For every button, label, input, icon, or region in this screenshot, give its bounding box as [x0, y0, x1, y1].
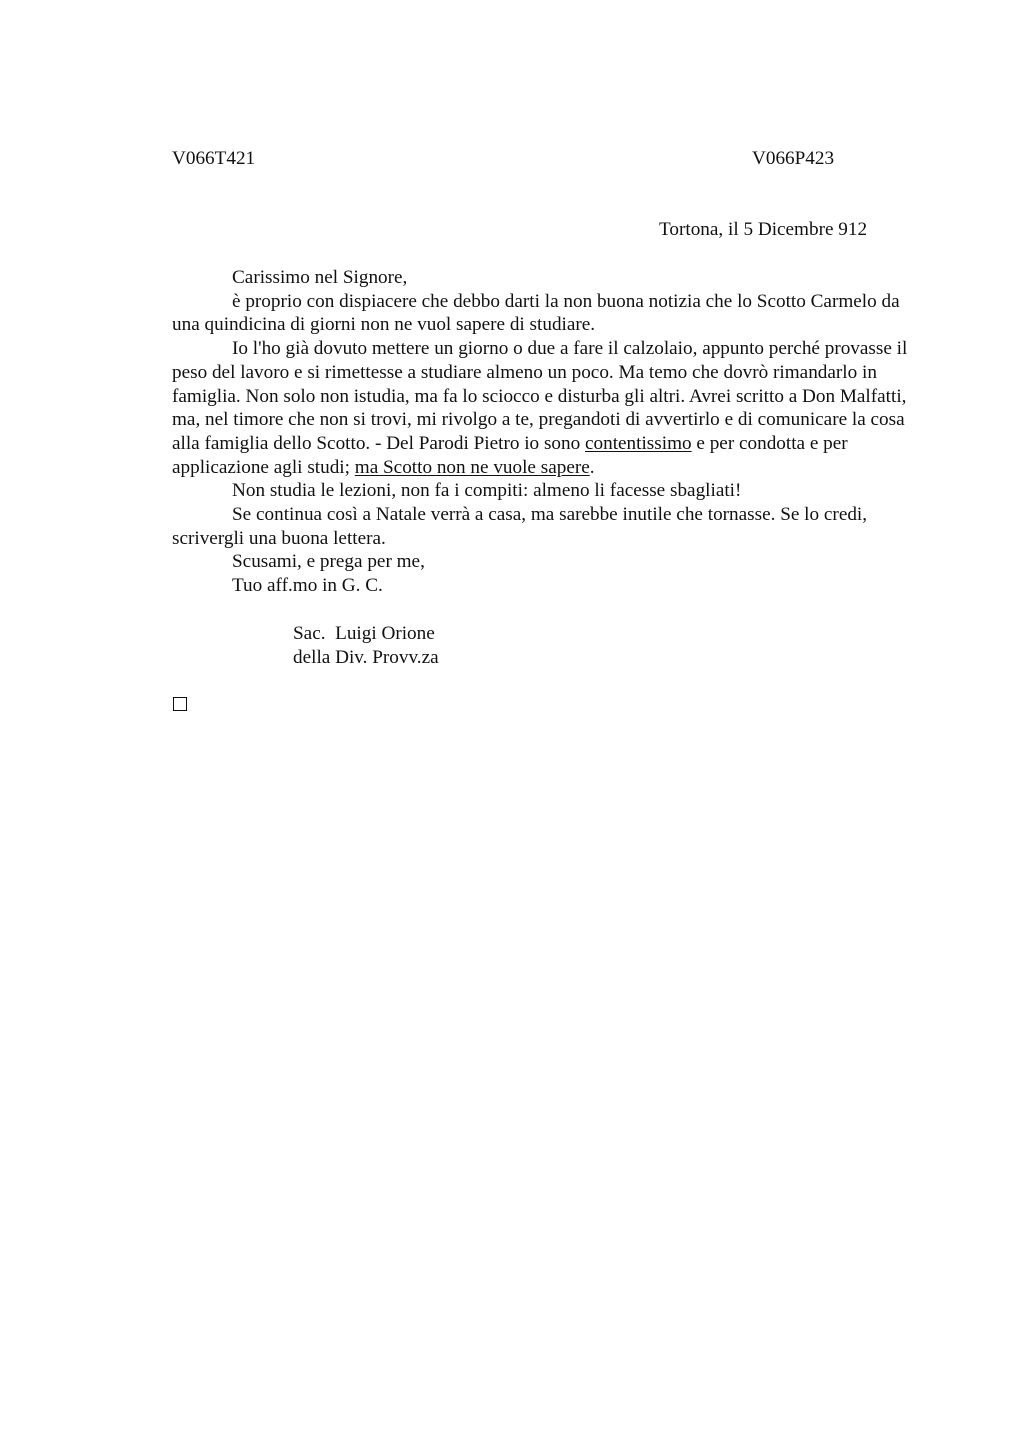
letter-body	[172, 266, 930, 598]
letter-paragraph: Non studia le lezioni, non fa i compiti: almeno li facesse sbagliati!	[232, 480, 742, 502]
letter-paragraph: è proprio con dispiacere che debbo darti la non buona notizia che lo Scotto Carmelo da una quindicina di giorni non ne vuol sapere di studiare.	[172, 290, 900, 336]
signature-name: Sac. Luigi Orione	[293, 623, 435, 644]
signature-title: della Div. Provv.za	[293, 647, 439, 668]
letter-dateline: Tortona, il 5 Dicembre 912	[659, 219, 868, 240]
letter-closing: Tuo aff.mo in G. C.	[232, 575, 383, 597]
letter-paragraph: Scusami, e prega per me,	[232, 551, 425, 573]
document-reference-right: V066P423	[752, 148, 835, 169]
paragraph-text: Io l'ho già dovuto mettere un giorno o due a fare il calzolaio, appunto perché provasse il peso del lavoro e si rimettesse a studiare almeno un poco. Ma temo che dovrò rimandarlo in famiglia. Non solo non istudia, ma fa lo sciocco e disturba gli altri. Avrei scritto a Don Malfatti, ma, nel timore che non si trovi, mi rivolgo a te, pregandoti di avvertirlo e di comunicare la cosa alla famiglia dello Scotto. - Del Parodi Pietro io sono	[172, 338, 908, 454]
letter-salutation: Carissimo nel Signore,	[232, 267, 408, 288]
document-reference-left: V066T421	[172, 148, 256, 169]
paragraph-text: e per condotta e per applicazione agli studi;	[172, 432, 848, 478]
paragraph-text: .	[589, 456, 595, 478]
letter-paragraph: Se continua così a Natale verrà a casa, ma sarebbe inutile che tornasse. Se lo credi, scrivergli una buona lettera.	[172, 504, 868, 549]
underlined-text: ma Scotto non ne vuole sapere	[354, 456, 590, 478]
underlined-text: contentissimo	[585, 432, 692, 454]
end-of-document-box-icon	[173, 697, 187, 711]
letter-paragraph	[172, 337, 930, 479]
signature-block	[293, 622, 439, 670]
